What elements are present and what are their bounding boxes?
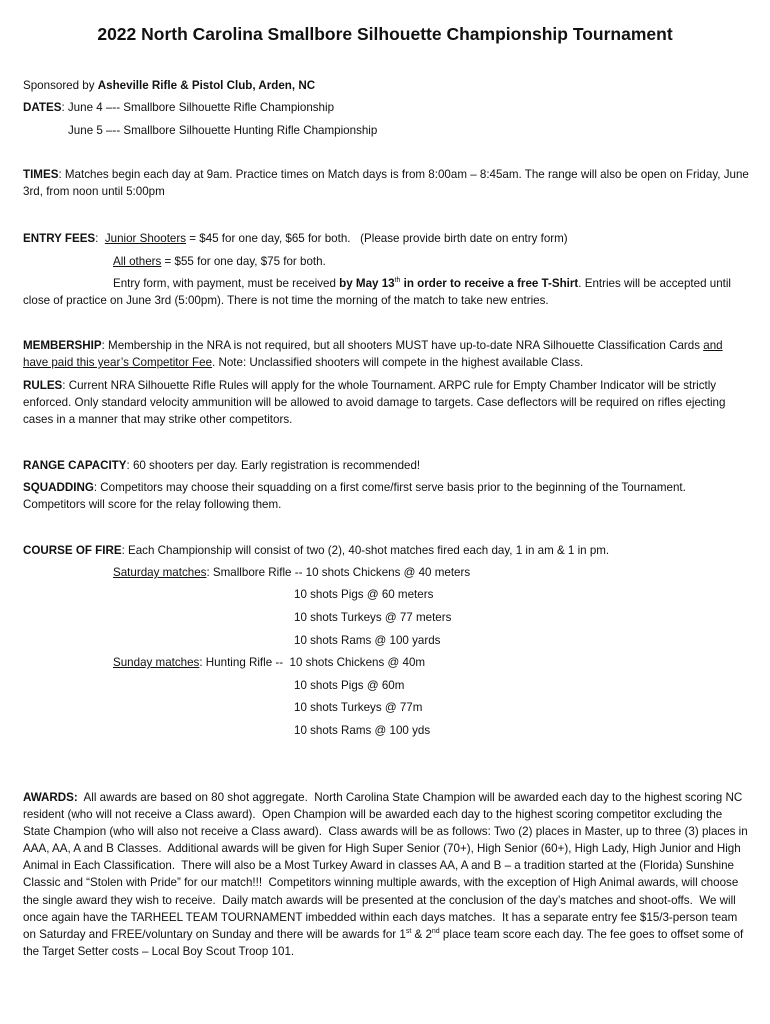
times-paragraph: [23, 166, 749, 200]
sponsor-club: Asheville Rifle & Pistol Club, Arden, NC: [97, 79, 316, 92]
awards-paragraph: [23, 789, 749, 960]
sunday-match-item: 10 shots Pigs @ 60m: [294, 679, 405, 692]
entry-fees-label: ENTRY FEES: [23, 232, 96, 245]
saturday-matches-line: [113, 564, 470, 581]
all-others-label: All others: [113, 255, 162, 268]
membership-text-1: : Membership in the NRA is not required, but all shooters MUST have up-to-date NRA Silhouette Classification Cards: [101, 339, 704, 352]
rules-paragraph: [23, 377, 749, 428]
entry-deadline: by May 13: [339, 277, 395, 290]
awards-mid: & 2: [411, 927, 432, 941]
entry-form-pre: Entry form, with payment, must be received: [113, 277, 340, 290]
membership-text-2: . Note: Unclassified shooters will compete in the highest available Class.: [212, 356, 584, 370]
awards-sup-1: st: [405, 927, 412, 935]
others-fee-text: = $55 for one day, $75 for both.: [161, 255, 326, 268]
sponsor-prefix: Sponsored by: [23, 79, 98, 92]
page-title: 2022 North Carolina Smallbore Silhouette Championship Tournament: [97, 24, 673, 44]
entry-deadline-sup: th: [394, 277, 401, 284]
membership-label: MEMBERSHIP: [23, 339, 102, 352]
rules-label: RULES: [23, 379, 63, 392]
times-text: : Matches begin each day at 9am. Practice times on Match days is from 8:00am – 8:45am. The range will also be open on Friday, June 3rd, from noon until 5:00pm: [23, 168, 749, 199]
junior-shooters-label: Junior Shooters: [104, 232, 187, 245]
saturday-match-item: 10 shots Pigs @ 60 meters: [294, 588, 434, 601]
sunday-matches-line: [113, 654, 425, 671]
range-capacity-label: RANGE CAPACITY: [23, 459, 127, 472]
entry-form-post: . Entries will be accepted until close of practice on June 3rd (5:00pm). There is not time the morning of the match to take new entries.: [23, 277, 732, 308]
squadding-paragraph: [23, 479, 749, 513]
saturday-match-item: 10 shots Rams @ 100 yards: [294, 634, 441, 647]
competitor-fee-note: and have paid this year’s Competitor Fee: [23, 339, 723, 370]
saturday-first-match: : Smallbore Rifle -- 10 shots Chickens @ 40 meters: [206, 566, 471, 579]
entry-fees-colon: :: [95, 232, 105, 245]
times-label: TIMES: [23, 168, 59, 181]
range-capacity-line: [23, 457, 420, 474]
dates-label: DATES: [23, 101, 62, 114]
squadding-text: : Competitors may choose their squadding on a first come/first serve basis prior to the beginning of the Tournament. Competitors will score for the relay following them.: [23, 481, 686, 512]
awards-sup-2: nd: [431, 927, 440, 935]
course-of-fire-line: [23, 542, 609, 559]
others-fee-line: [113, 253, 326, 270]
sunday-match-item: 10 shots Rams @ 100 yds: [294, 724, 431, 737]
sunday-first-match: : Hunting Rifle -- 10 shots Chickens @ 40m: [199, 656, 426, 669]
sponsor-line: [23, 77, 315, 94]
tshirt-offer: in order to receive a free T-Shirt: [400, 277, 579, 290]
membership-paragraph: [23, 337, 749, 371]
saturday-match-item: 10 shots Turkeys @ 77 meters: [294, 611, 452, 624]
rules-text: : Current NRA Silhouette Rifle Rules will apply for the whole Tournament. ARPC rule for Empty Chamber Indicator will be strictly enforced. Only standard velocity ammunition will be allowed to avoid damage to targets. Case deflectors will be required on rifles ejecting cases in a manner that may strike other competitors.: [23, 379, 726, 427]
sunday-match-item: 10 shots Turkeys @ 77m: [294, 701, 423, 714]
squadding-label: SQUADDING: [23, 481, 94, 494]
sunday-matches-label: Sunday matches: [113, 656, 200, 669]
course-of-fire-text: : Each Championship will consist of two (2), 40-shot matches fired each day, 1 in am & 1 in pm.: [121, 544, 610, 557]
range-capacity-text: : 60 shooters per day. Early registration is recommended!: [126, 459, 421, 472]
awards-text-1: All awards are based on 80 shot aggregate. North Carolina State Champion will be awarded each day to the highest scoring NC resident (who will not receive a Class award). Open Champion will be awarded each day to the highest scoring competitor excluding the State Champion (who will also not receive a Class award). Class awards will be as follows: Two (2) places in Master, up to three (3) places in AAA, AA, A and B Classes. Additional awards will be given for High Super Senior (70+), High Senior (60+), High Lady, High Junior and High Animal in Each Classification. There will also be a Most Turkey Award in classes AA, A and B – a tradition started at the (Florida) Sunshine Classic and “Stolen with Pride” for our match!!! Competitors winning multiple awards, with the exception of High Animal awards, will choose the single award they wish to receive. Daily match awards will be presented at the conclusion of the day’s matches and shoot-offs. We will once again have the TARHEEL TEAM TOURNAMENT imbedded within each days matches. It has a separate entry fee $15/3-person team on Saturday and FREE/voluntary on Sunday and there will be awards for 1: [23, 791, 751, 941]
entry-form-paragraph: [23, 275, 749, 309]
junior-fee-text: = $45 for one day, $65 for both. (Please provide birth date on entry form): [186, 232, 568, 245]
dates-line-1: [23, 99, 334, 116]
entry-fees-line: [23, 230, 568, 247]
dates-line-2: June 5 –-- Smallbore Silhouette Hunting Rifle Championship: [68, 124, 378, 137]
awards-text-2: place team score each day. The fee goes to offset some of the Target Setter costs – Local Boy Scout Troop 101.: [23, 927, 744, 958]
saturday-matches-label: Saturday matches: [113, 566, 207, 579]
course-of-fire-label: COURSE OF FIRE: [23, 544, 122, 557]
awards-label: AWARDS:: [23, 791, 78, 804]
dates-text-1: : June 4 –-- Smallbore Silhouette Rifle Championship: [61, 101, 335, 114]
